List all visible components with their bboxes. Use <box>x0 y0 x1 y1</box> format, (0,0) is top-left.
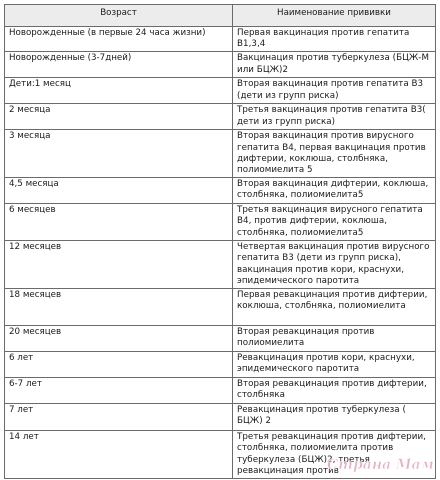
table-row <box>5 27 436 52</box>
vaccine-cell: Вторая вакцинация против гепатита В3 (дети из групп риска) <box>233 78 436 104</box>
vaccine-cell: Первая вакцинация против гепатита В1,3,4 <box>233 27 436 52</box>
age-cell: 4,5 месяца <box>5 178 233 204</box>
column-header-age: Возраст <box>5 5 233 27</box>
table-row <box>5 326 436 352</box>
vaccine-cell: Вакцинация против туберкулеза (БЦЖ-М или БЦЖ)2 <box>233 52 436 78</box>
vaccination-schedule-page <box>4 4 438 479</box>
age-cell: Дети:1 месяц <box>5 78 233 104</box>
age-cell: 6 лет <box>5 352 233 378</box>
age-cell: 7 лет <box>5 404 233 431</box>
table-row <box>5 78 436 104</box>
table-row <box>5 104 436 130</box>
age-cell: Новорожденные (3-7дней) <box>5 52 233 78</box>
vaccine-cell: Ревакцинация против кори, краснухи, эпидемического паротита <box>233 352 436 378</box>
vaccine-cell: Третья вакцинация против гепатита В3( дети из групп риска) <box>233 104 436 130</box>
table-row <box>5 178 436 204</box>
vaccine-cell: Вторая вакцинация дифтерии, коклюша, столбняка, полиомиелита5 <box>233 178 436 204</box>
table-header-row <box>5 5 436 27</box>
age-cell: 20 месяцев <box>5 326 233 352</box>
table-row <box>5 241 436 289</box>
age-cell: Новорожденные (в первые 24 часа жизни) <box>5 27 233 52</box>
column-header-vaccine: Наименование прививки <box>233 5 436 27</box>
vaccine-cell: Третья ревакцинация против дифтерии, столбняка, полиомиелита против туберкулеза (БЦЖ)2, третья ревакцинация против <box>233 431 436 479</box>
table-row <box>5 289 436 326</box>
age-cell: 3 месяца <box>5 130 233 178</box>
table-row <box>5 204 436 241</box>
age-cell: 6-7 лет <box>5 378 233 404</box>
vaccine-cell: Четвертая вакцинация против вирусного гепатита В3 (дети из групп риска), вакцинация против кори, краснухи, эпидемического паротита <box>233 241 436 289</box>
watermark-text: Страна Мам <box>327 457 434 473</box>
table-row <box>5 352 436 378</box>
age-cell: 14 лет <box>5 431 233 479</box>
table-row <box>5 404 436 431</box>
age-cell: 2 месяца <box>5 104 233 130</box>
age-cell: 6 месяцев <box>5 204 233 241</box>
vaccine-cell: Вторая ревакцинация против дифтерии, столбняка <box>233 378 436 404</box>
age-cell: 12 месяцев <box>5 241 233 289</box>
vaccine-cell: Вторая ревакцинация против полиомиелита <box>233 326 436 352</box>
table-row <box>5 130 436 178</box>
age-cell: 18 месяцев <box>5 289 233 326</box>
vaccination-schedule-table <box>4 4 436 479</box>
vaccine-cell: Третья вакцинация вирусного гепатита В4, против дифтерии, коклюша, столбняка, полиомиелита5 <box>233 204 436 241</box>
vaccine-cell: Ревакцинация против туберкулеза ( БЦЖ) 2 <box>233 404 436 431</box>
table-body <box>5 27 436 479</box>
vaccine-cell: Вторая вакцинация против вирусного гепатита В4, первая вакцинация против дифтерии, коклюша, столбняка, полиомиелита 5 <box>233 130 436 178</box>
table-row <box>5 431 436 479</box>
vaccine-cell: Первая ревакцинация против дифтерии, коклюша, столбняка, полиомиелита <box>233 289 436 326</box>
table-row <box>5 52 436 78</box>
table-row <box>5 378 436 404</box>
